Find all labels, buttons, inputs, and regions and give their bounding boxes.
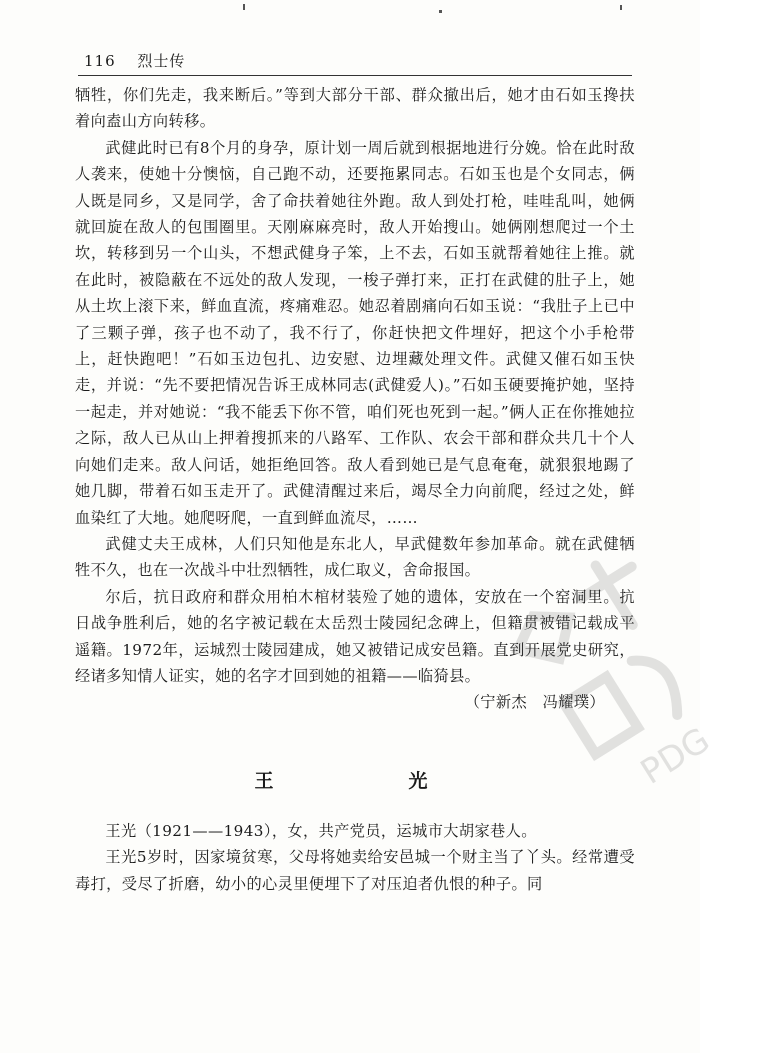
watermark-text: PDG	[633, 719, 717, 793]
book-title: 烈士传	[137, 52, 186, 70]
paragraph-continued: 牺牲，你们先走，我来断后。”等到大部分干部、群众撤出后，她才由石如玉搀扶着向盍山方向转移。	[75, 86, 635, 131]
section-title: 王 光	[254, 770, 486, 792]
header-rule	[78, 75, 632, 76]
author-signature: （宁新杰 冯耀璞）	[464, 693, 605, 712]
running-header	[84, 49, 630, 73]
paragraph: 尔后，抗日政府和群众用柏木棺材装殓了她的遗体，安放在一个窑洞里。抗日战争胜利后，她的名字被记载在太岳烈士陵园纪念碑上，但籍贯被错记载成平遥籍。1972年，运城烈士陵园建成，她又被错记成安邑籍。直到开展党史研究，经诸多知情人证实，她的名字才回到她的祖籍——临猗县。	[75, 587, 635, 685]
body-text	[75, 82, 635, 716]
page-number: 116	[84, 52, 116, 70]
paragraph: 王光5岁时，因家境贫寒，父母将她卖给安邑城一个财主当了丫头。经常遭受毒打，受尽了折磨，幼小的心灵里便埋下了对压迫者仇恨的种子。同	[75, 848, 635, 893]
paragraph: 武健丈夫王成林，人们只知他是东北人，早武健数年参加革命。就在武健牺牲不久，也在一次战斗中壮烈牺牲，成仁取义，舍命报国。	[75, 534, 635, 580]
paragraph: 王光（1921——1943），女，共产党员，运城市大胡家巷人。	[105, 822, 537, 840]
paragraph: 武健此时已有8个月的身孕，原计划一周后就到根据地进行分娩。恰在此时敌人袭来，使她十分懊恼，自己跑不动，还要拖累同志。石如玉也是个女同志，俩人既是同乡，又是同学，舍了命扶着她往外跑。敌人到处打枪，哇哇乱叫，她俩就回旋在敌人的包围圈里。天刚麻麻亮时，敌人开始搜山。她俩刚想爬过一个土坎，转移到另一个山头，不想武健身子笨，上不去，石如玉就帮着她往上推。就在此时，被隐蔽在不远处的敌人发现，一梭子弹打来，正打在武健的肚子上，她从土坎上滚下来，鲜血直流，疼痛难忍。她忍着剧痛向石如玉说：“我肚子上已中了三颗子弹，孩子也不动了，我不行了，你赶快把文件埋好，把这个小手枪带上，赶快跑吧！”石如玉边包扎、边安慰、边埋藏处理文件。武健又催石如玉快走，并说：“先不要把情况告诉王成林同志(武健爱人)。”石如玉硬要掩护她，坚持一起走，并对她说：“我不能丢下你不管，咱们死也死到一起。”俩人正在你推她拉之际，敌人已从山上押着搜抓来的八路军、工作队、农会干部和群众共几十个人向她们走来。敌人问话，她拒绝回答。敌人看到她已是气息奄奄，就狠狠地踢了她几脚，带着石如玉走开了。武健清醒过来后，竭尽全力向前爬，经过之处，鲜血染红了大地。她爬呀爬，一直到鲜血流尽，……	[75, 138, 635, 527]
section-body	[75, 818, 635, 897]
